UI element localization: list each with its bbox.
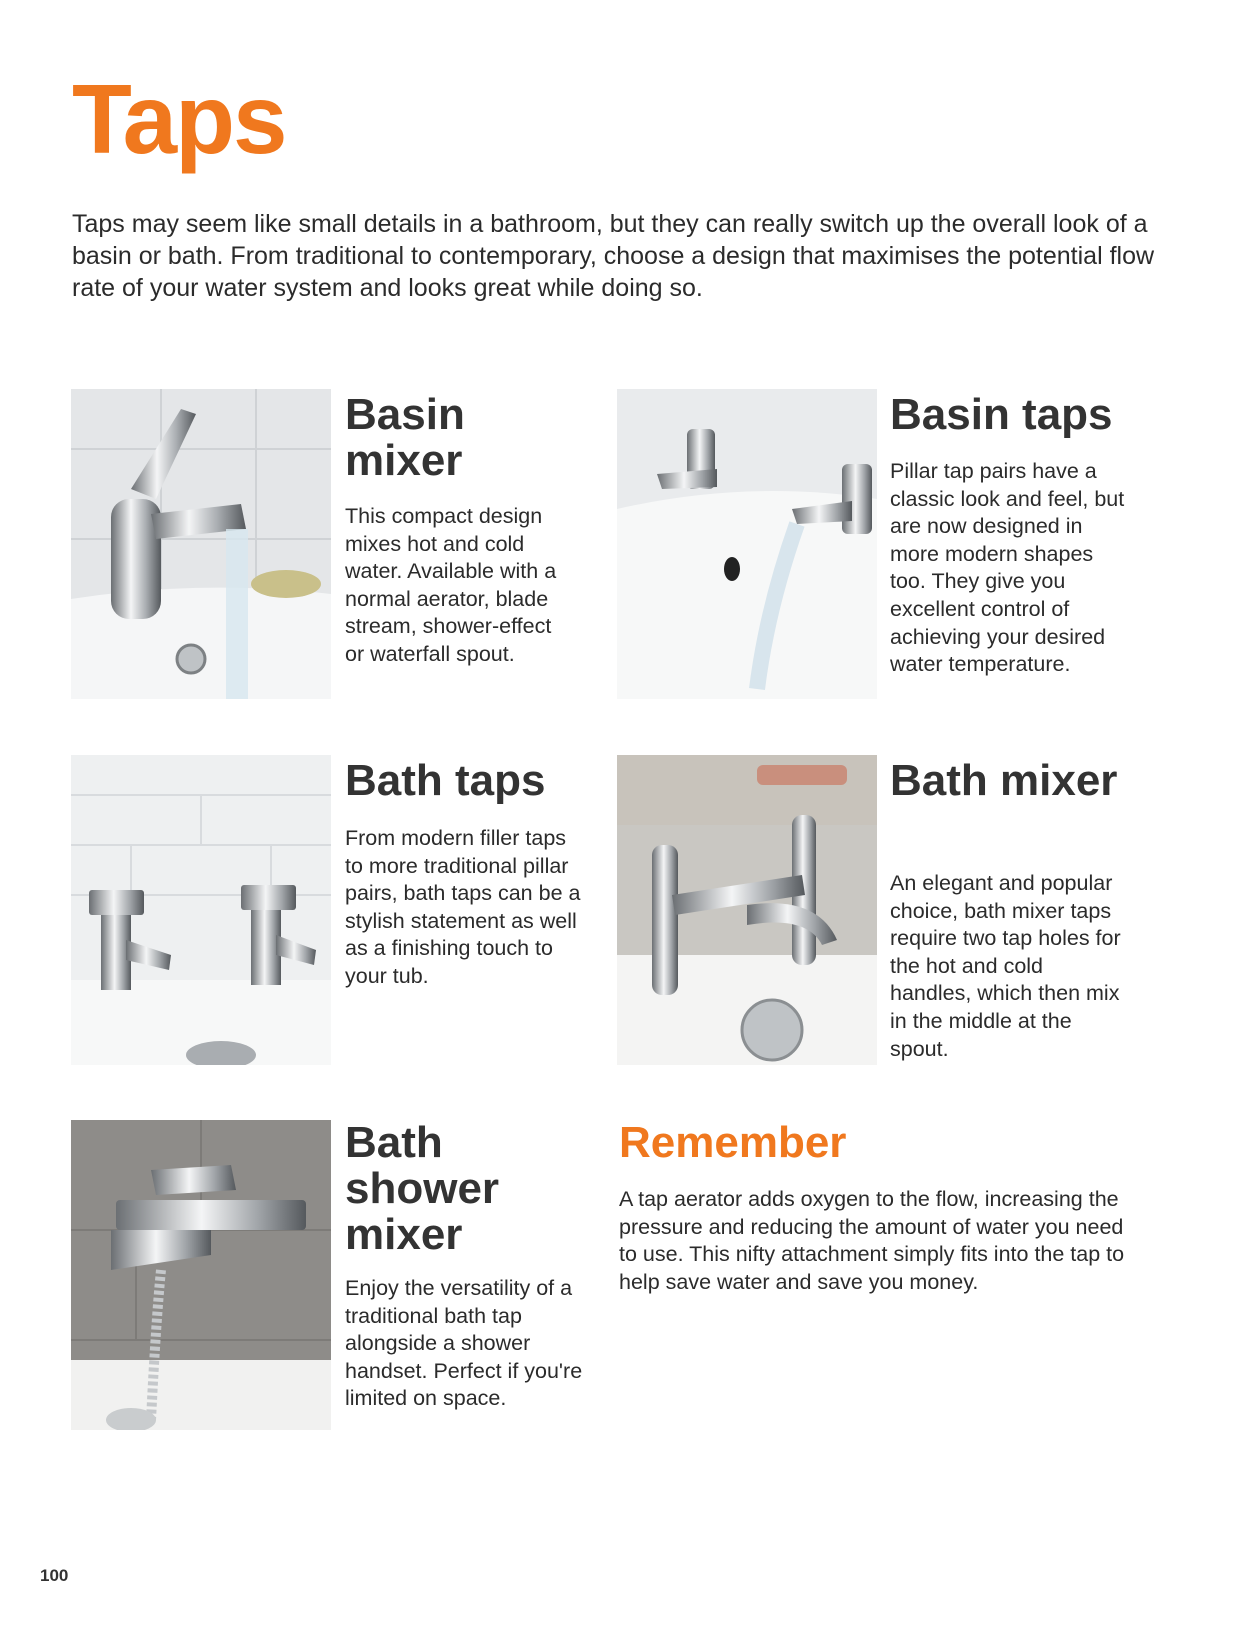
basin-mixer-illustration: [71, 389, 331, 699]
bath-mixer-title: Bath mixer: [890, 756, 1118, 805]
basin-taps-title: Basin taps: [890, 390, 1113, 439]
bath-taps-photo: [71, 755, 331, 1065]
basin-mixer-description: This compact design mixes hot and cold water. Available with a normal aerator, blade stream, shower-effect or waterfall spout.: [345, 504, 557, 666]
basin-mixer-title: Basin mixer: [345, 390, 465, 485]
bath-taps-description: From modern filler taps to more traditional pillar pairs, bath taps can be a stylish statement as well as a finishing touch to your tub.: [345, 826, 581, 988]
page-number: 100: [40, 1566, 69, 1585]
remember-title: Remember: [619, 1118, 847, 1167]
page-title: Taps: [72, 64, 286, 174]
remember-text: A tap aerator adds oxygen to the flow, increasing the pressure and reducing the amount of water you need to use. This nifty attachment simply fits into the tap to help save water and save you money.: [619, 1187, 1125, 1294]
bath-taps-illustration: [71, 755, 331, 1065]
bath-shower-mixer-photo: [71, 1120, 331, 1430]
intro-text: Taps may seem like small details in a bathroom, but they can really switch up the overall look of a basin or bath. From traditional to contemporary, choose a design that maximises the potential flow rate of your water system and looks great while doing so.: [72, 210, 1155, 302]
bath-shower-mixer-description: Enjoy the versatility of a traditional bath tap alongside a shower handset. Perfect if you're limited on space.: [345, 1276, 583, 1411]
bath-taps-title: Bath taps: [345, 756, 546, 805]
basin-taps-description: Pillar tap pairs have a classic look and feel, but are now designed in more modern shapes too. They give you excellent control of achieving your desired water temperature.: [890, 459, 1125, 677]
bath-mixer-description: An elegant and popular choice, bath mixer taps require two tap holes for the hot and cold handles, which then mix in the middle at the spout.: [890, 871, 1121, 1061]
bath-mixer-illustration: [617, 755, 877, 1065]
basin-mixer-photo: [71, 389, 331, 699]
bath-mixer-photo: [617, 755, 877, 1065]
bath-shower-mixer-illustration: [71, 1120, 331, 1430]
basin-taps-illustration: [617, 389, 877, 699]
bath-shower-mixer-title: Bath shower mixer: [345, 1118, 500, 1259]
basin-taps-photo: [617, 389, 877, 699]
